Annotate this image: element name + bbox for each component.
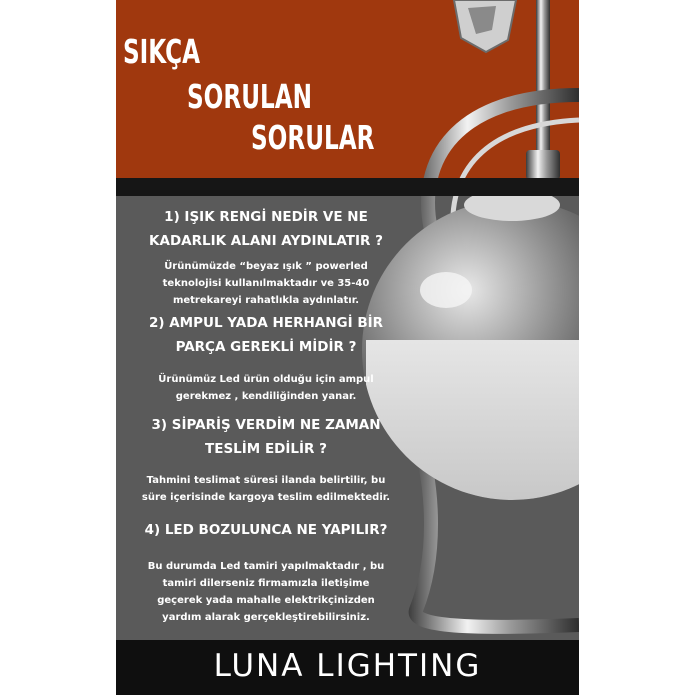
faq-2-answer: [116, 371, 416, 405]
faq-3-question-line-2: TESLİM EDİLİR ?: [205, 441, 327, 457]
faq-2-question-line-2: PARÇA GEREKLİ MİDİR ?: [175, 339, 357, 355]
faq-1-answer: [116, 258, 416, 309]
faq-4-answer-line-4: yardım alarak gerçekleştirebilirsiniz.: [162, 612, 370, 623]
heading-line-1: SIKÇA: [123, 32, 201, 71]
faq-1-answer-line-3: metrekareyi rahatlıkla aydınlatır.: [172, 295, 360, 306]
heading-line-3: SORULAR: [251, 118, 375, 157]
faq-3-question-line-1: 3) SİPARİŞ VERDİM NE ZAMAN: [151, 417, 381, 433]
faq-3-answer-line-2: süre içerisinde kargoya teslim edilmektedir.: [141, 492, 391, 503]
faq-3-answer: [116, 472, 416, 506]
faq-1-question-line-1: 1) IŞIK RENGİ NEDİR VE NE: [164, 209, 368, 225]
faq-2-question: [116, 311, 416, 359]
header-divider: [116, 178, 579, 196]
faq-4-question: [116, 518, 416, 542]
faq-2-answer-line-2: gerekmez , kendiliğinden yanar.: [175, 391, 357, 402]
faq-4-question-line-1: 4) LED BOZULUNCA NE YAPILIR?: [144, 522, 388, 538]
faq-2-question-line-1: 2) AMPUL YADA HERHANGİ BİR: [148, 315, 384, 331]
faq-1-answer-line-2: teknolojisi kullanılmaktadır ve 35-40: [162, 278, 370, 289]
faq-3-answer-line-1: Tahmini teslimat süresi ilanda belirtilir, bu: [146, 475, 386, 486]
faq-4-answer-line-2: tamiri dilerseniz firmamızla iletişime: [162, 578, 370, 589]
faq-4-answer: [116, 558, 416, 626]
faq-1-question: [116, 205, 416, 253]
faq-4-answer-line-3: geçerek yada mahalle elektrikçinizden: [157, 595, 375, 606]
faq-2-answer-line-1: Ürünümüz Led ürün olduğu için ampul: [158, 374, 374, 385]
faq-1-answer-line-1: Ürünümüzde “beyaz ışık ” powerled: [164, 261, 368, 272]
brand-name: LUNA LIGHTING: [213, 648, 482, 684]
faq-1-question-line-2: KADARLIK ALANI AYDINLATIR ?: [149, 233, 383, 249]
faq-4-answer-line-1: Bu durumda Led tamiri yapılmaktadır , bu: [147, 561, 385, 572]
faq-poster: [116, 0, 579, 695]
heading-line-2: SORULAN: [187, 77, 313, 116]
faq-3-question: [116, 413, 416, 461]
